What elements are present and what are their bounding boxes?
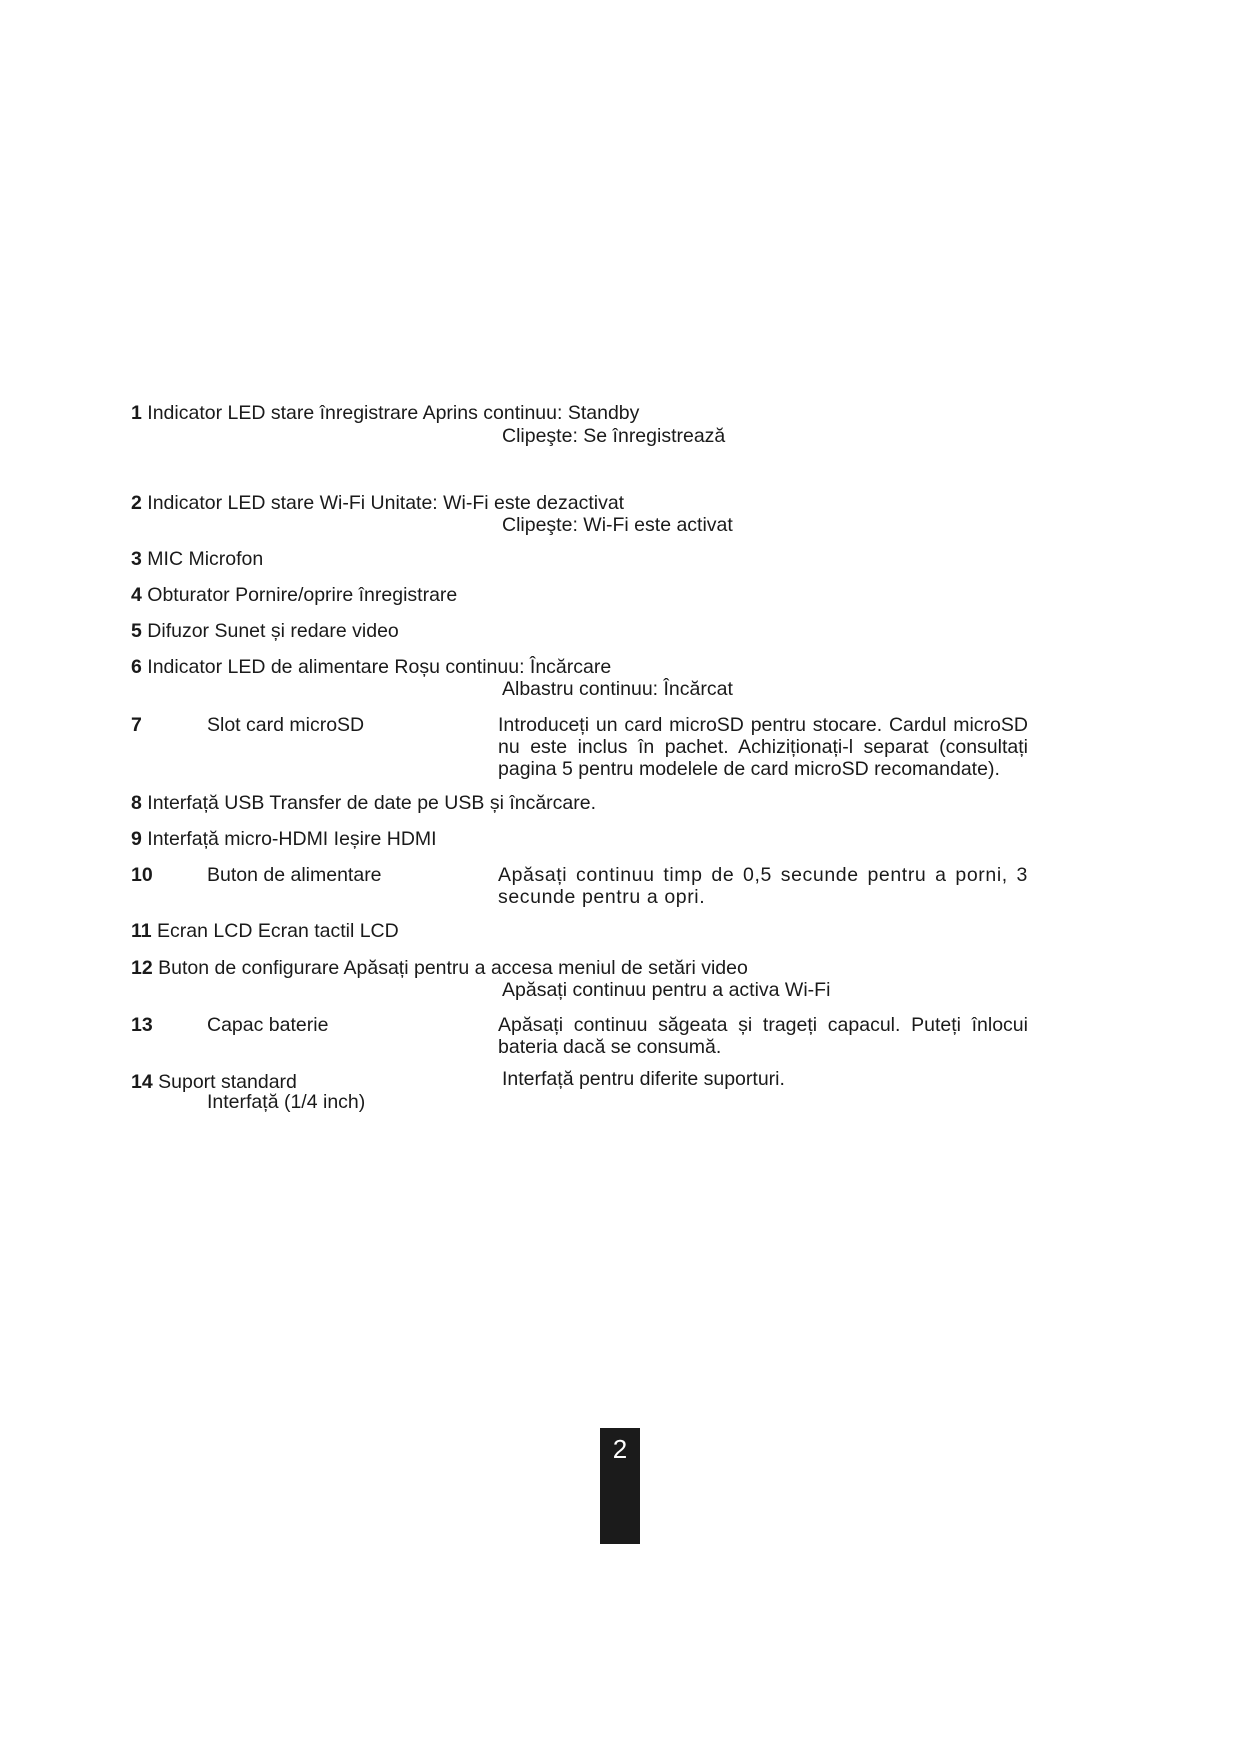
item-description: Ieșire HDMI <box>333 828 437 850</box>
item-3 <box>131 548 263 570</box>
item-label: Buton de configurare <box>158 957 340 979</box>
item-12-description-2: Apăsați continuu pentru a activa Wi-Fi <box>502 979 831 1001</box>
item-description: Microfon <box>188 548 264 570</box>
item-label: Indicator LED stare înregistrare <box>147 402 419 424</box>
item-5 <box>131 620 399 642</box>
item-13-label: Capac baterie <box>207 1014 329 1036</box>
item-13-number: 13 <box>131 1014 153 1036</box>
item-label: Suport standard <box>158 1071 297 1093</box>
item-9 <box>131 828 437 850</box>
item-number: 14 <box>131 1071 153 1093</box>
item-11 <box>131 920 399 942</box>
item-description: Sunet și redare video <box>214 620 399 642</box>
item-10-label: Buton de alimentare <box>207 864 382 886</box>
item-label: Ecran LCD <box>157 920 253 942</box>
item-number: 12 <box>131 957 153 979</box>
item-label: Interfață micro-HDMI <box>147 828 329 850</box>
page-number: 2 <box>612 1434 628 1464</box>
item-8 <box>131 792 596 814</box>
item-7-number: 7 <box>131 714 142 736</box>
item-6 <box>131 656 611 678</box>
item-description: Aprins continuu: Standby <box>422 402 640 424</box>
item-number: 4 <box>131 584 142 606</box>
item-label: Indicator LED de alimentare <box>147 656 389 678</box>
item-description: Pornire/oprire înregistrare <box>235 584 458 606</box>
item-4 <box>131 584 457 606</box>
page-number-tab <box>600 1428 640 1544</box>
item-description: Apăsați pentru a accesa meniul de setări video <box>343 957 748 979</box>
item-7-description: Introduceți un card microSD pentru stocare. Cardul microSD nu este inclus în pachet. Achiziționați-l separat (consultați pagina 5 pentru modelele de card microSD recomandate). <box>498 714 1028 780</box>
item-description: Roșu continuu: Încărcare <box>394 656 612 678</box>
item-2 <box>131 492 624 514</box>
item-1 <box>131 402 639 424</box>
item-13-description: Apăsați continuu săgeata și trageți capacul. Puteți înlocui bateria dacă se consumă. <box>498 1014 1028 1058</box>
item-label: MIC <box>147 548 184 570</box>
item-14 <box>131 1071 297 1093</box>
item-label: Interfață USB <box>147 792 265 814</box>
item-number: 2 <box>131 492 142 514</box>
item-label: Difuzor <box>147 620 210 642</box>
item-description: Ecran tactil LCD <box>257 920 399 942</box>
item-number: 1 <box>131 402 142 424</box>
item-label: Indicator LED stare Wi-Fi <box>147 492 366 514</box>
item-description: Transfer de date pe USB și încărcare. <box>269 792 597 814</box>
item-number: 8 <box>131 792 142 814</box>
item-2-description-2: Clipeşte: Wi-Fi este activat <box>502 514 733 536</box>
item-10-number: 10 <box>131 864 153 886</box>
item-number: 11 <box>131 920 152 942</box>
item-12 <box>131 957 748 979</box>
item-number: 9 <box>131 828 142 850</box>
item-label: Obturator <box>147 584 230 606</box>
item-description: Unitate: Wi-Fi este dezactivat <box>370 492 625 514</box>
item-number: 3 <box>131 548 142 570</box>
item-14-description: Interfață pentru diferite suporturi. <box>502 1068 785 1090</box>
item-6-description-2: Albastru continuu: Încărcat <box>502 678 733 700</box>
item-10-description: Apăsați continuu timp de 0,5 secunde pentru a porni, 3 secunde pentru a opri. <box>498 864 1028 908</box>
item-1-description-2: Clipeşte: Se înregistrează <box>502 425 726 447</box>
item-14-label-2: Interfață (1/4 inch) <box>207 1091 366 1113</box>
item-number: 6 <box>131 656 142 678</box>
item-number: 5 <box>131 620 142 642</box>
item-7-label: Slot card microSD <box>207 714 365 736</box>
